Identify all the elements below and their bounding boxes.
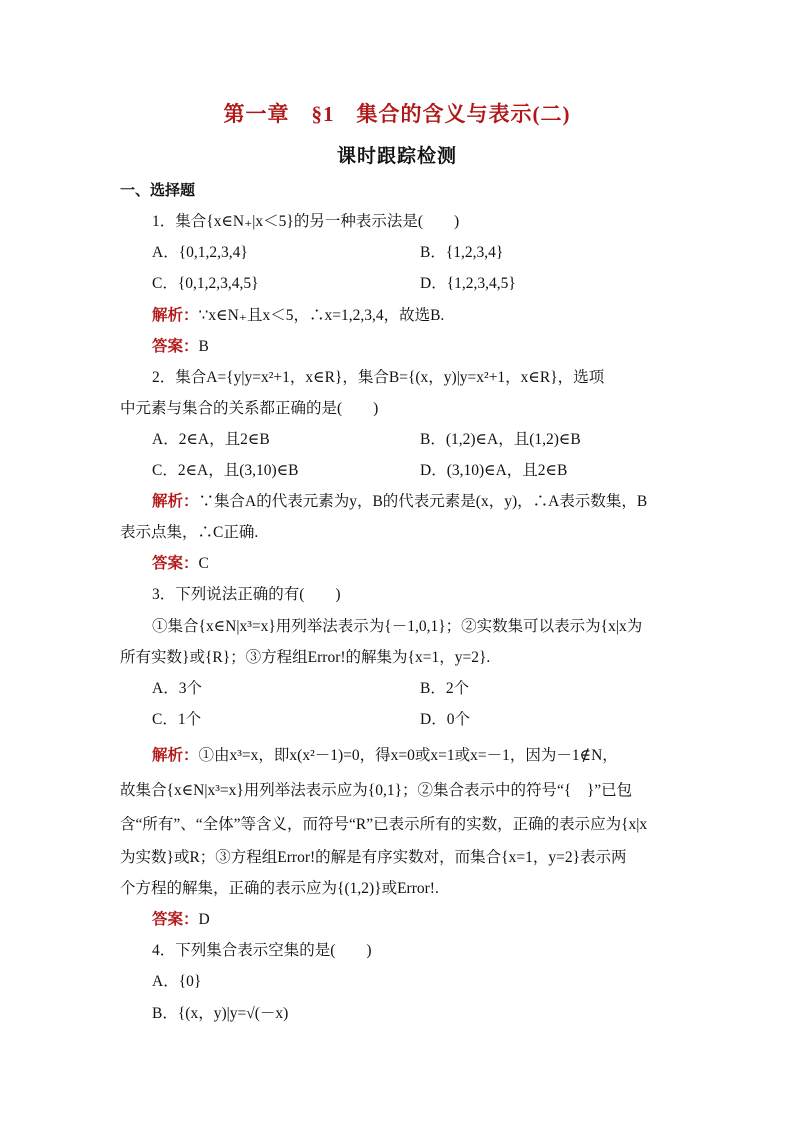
q3-option-c: C．1个	[152, 711, 202, 728]
q3-analysis-line3: 含“所有”、“全体”等含义，而符号“R”已表示所有的实数，正确的表示应为{x|x	[120, 816, 648, 833]
q3-answer: D	[198, 911, 210, 928]
q1-analysis: ∵x∈N₊且x＜5，∴x=1,2,3,4，故选B.	[198, 307, 445, 324]
q2-analysis-line2: 表示点集，∴C正确.	[120, 524, 259, 541]
q3-analysis-line4: 为实数}或R；③方程组Error!的解是有序实数对，而集合{x=1，y=2}表示两	[120, 849, 627, 866]
answer-label: 答案：	[152, 338, 199, 355]
q2-stem-line1: 2．集合A={y|y=x²+1，x∈R}，集合B={(x，y)|y=x²+1，x∈R}，选项	[152, 369, 605, 386]
page-subtitle: 课时跟踪检测	[336, 146, 457, 167]
q3-text-line1: ①集合{x∈N|x³=x}用列举法表示为{－1,0,1}；②实数集可以表示为{x|x为	[152, 618, 643, 635]
q2-option-b: B．(1,2)∈A，且(1,2)∈B	[420, 431, 581, 448]
q2-option-a: A．2∈A，且2∈B	[152, 431, 270, 448]
q1-answer-line	[152, 337, 209, 357]
q2-answer: C	[198, 555, 209, 572]
q3-option-a: A．3个	[152, 680, 202, 697]
q1-option-b: B．{1,2,3,4}	[420, 244, 504, 261]
q2-analysis-line1	[152, 492, 647, 512]
answer-label: 答案：	[152, 911, 199, 928]
q3-analysis-1: ①由x³=x，即x(x²－1)=0，得x=0或x=1或x=－1，因为－1∉N，	[198, 747, 618, 764]
q2-answer-line	[152, 554, 209, 574]
q3-option-d: D．0个	[420, 711, 470, 728]
q3-text-line2: 所有实数}或{R}；③方程组Error!的解集为{x=1，y=2}.	[120, 649, 491, 666]
q3-analysis-line1	[152, 746, 618, 766]
q2-stem-line2: 中元素与集合的关系都正确的是( )	[120, 400, 379, 417]
q2-option-c: C．2∈A，且(3,10)∈B	[152, 462, 299, 479]
q1-option-d: D．{1,2,3,4,5}	[420, 275, 516, 292]
section-heading: 一、选择题	[120, 183, 196, 199]
q4-stem: 4．下列集合表示空集的是( )	[152, 942, 372, 959]
analysis-label: 解析：	[152, 307, 199, 324]
page-title: 第一章 §1 集合的含义与表示(二)	[223, 102, 571, 126]
q3-stem: 3．下列说法正确的有( )	[152, 586, 341, 603]
q1-option-c: C．{0,1,2,3,4,5}	[152, 275, 259, 292]
q3-option-b: B．2个	[420, 680, 470, 697]
analysis-label: 解析：	[152, 747, 199, 764]
q2-analysis-1: ∵集合A的代表元素为y，B的代表元素是(x，y)，∴A表示数集，B	[198, 493, 648, 510]
q1-stem: 1．集合{x∈N₊|x＜5}的另一种表示法是( )	[152, 213, 460, 230]
q2-option-d: D．(3,10)∈A，且2∈B	[420, 462, 568, 479]
q1-option-a: A．{0,1,2,3,4}	[152, 244, 248, 261]
answer-label: 答案：	[152, 555, 199, 572]
q1-answer: B	[198, 338, 209, 355]
q3-analysis-line2: 故集合{x∈N|x³=x}用列举法表示应为{0,1}；②集合表示中的符号“{ }”已包	[120, 782, 633, 799]
q4-option-a: A．{0}	[152, 973, 202, 990]
q4-option-b: B．{(x，y)|y=√(－x)	[152, 1005, 289, 1022]
analysis-label: 解析：	[152, 493, 199, 510]
q1-analysis-line	[152, 306, 444, 326]
q3-analysis-line5: 个方程的解集，正确的表示应为{(1,2)}或Error!.	[120, 880, 439, 897]
q3-answer-line	[152, 910, 210, 930]
